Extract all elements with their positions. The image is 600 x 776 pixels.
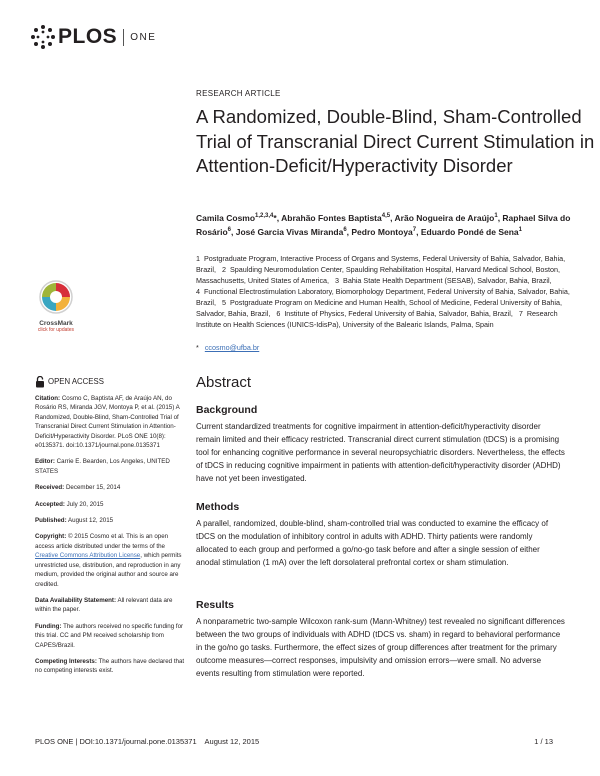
corresponding-mark: * [273, 212, 277, 223]
affiliation-number: 1 [196, 254, 200, 263]
results-heading: Results [196, 599, 234, 611]
open-access-label: OPEN ACCESS [48, 377, 104, 387]
author-separator: , [416, 226, 421, 237]
data-availability [35, 596, 185, 615]
author-name: Camila Cosmo [196, 212, 256, 223]
received [35, 483, 185, 492]
article-info-sidebar [35, 376, 185, 683]
affiliation-number: 7 [518, 309, 523, 318]
affiliation-number: 3 [335, 276, 340, 285]
corresponding-star: * [196, 343, 199, 352]
received-label: Received: [35, 484, 65, 492]
author-affiliation-sup: 1,2,3,4 [255, 213, 274, 219]
plos-logo [30, 24, 170, 50]
affiliation-text: Bahia State Health Department (SESAB), Salvador, Bahia, Brazil, [343, 276, 552, 285]
background-heading: Background [196, 404, 258, 416]
published-label: Published: [35, 517, 67, 525]
crossmark-badge[interactable] [30, 280, 82, 333]
page-number: 1 / 13 [534, 737, 553, 746]
affiliation-text: Functional Electrostimulation Laboratory, Biomorphology Department, Federal University of Bahia, Salvador, Bahia, Brazil, [196, 287, 570, 307]
affiliation-text: Institute of Physics, Federal University of Bahia, Salvador, Bahia, Brazil, [284, 309, 513, 318]
data-availability-label: Data Availability Statement: [35, 596, 117, 604]
funding-text: The authors received no specific funding for this trial. CC and PM received scholarship from CAPES/Brazil. [35, 622, 184, 649]
competing-interests [35, 657, 185, 676]
accepted-label: Accepted: [35, 500, 65, 508]
funding [35, 622, 185, 650]
copyright [35, 532, 185, 588]
author-name: Abrahão Fontes Baptista [281, 212, 382, 223]
funding-label: Funding: [35, 622, 62, 630]
corresponding-email [196, 343, 259, 352]
published-date: August 12, 2015 [68, 517, 114, 525]
open-lock-icon [35, 376, 45, 388]
methods-text: A parallel, randomized, double-blind, sham-controlled trial was conducted to examine the efficacy of tDCS on the modulation of inhibitory control in adults with ADHD. Thirty patients were randomly allocated to each group and performed a go/no-go task before and after a single session of either anodal stimulation (1 mA) over the left dorsolateral prefrontal cortex or sham stimulation. [196, 519, 549, 567]
accepted-date: July 20, 2015 [66, 500, 104, 508]
footer-citation: PLOS ONE | DOI:10.1371/journal.pone.0135371 August 12, 2015 [35, 737, 260, 746]
author-separator: , [276, 212, 282, 223]
author-name: Eduardo Pondé de Sena [420, 226, 519, 237]
logo-journal: ONE [130, 31, 157, 43]
author-affiliation-sup: 6 [227, 226, 231, 233]
affiliation-text: Research Institute on Health Sciences (IUNICS-IdisPa), University of the Balearic Islands, Palma, Spain [196, 309, 558, 329]
affiliation-number: 4 [196, 287, 200, 296]
logo-divider [123, 29, 124, 46]
data-availability-text: All relevant data are within the paper. [35, 596, 173, 614]
editor-text: Carrie E. Bearden, Los Angeles, UNITED STATES [35, 458, 170, 475]
author-separator: , [231, 226, 236, 237]
copyright-post: , which permits unrestricted use, distribution, and reproduction in any medium, provided the original author and source are credited. [35, 552, 182, 588]
affiliation-text: Postgraduate Program, Interactive Process of Organs and Systems, Federal University of Bahia, Salvador, Bahia, Brazil, [196, 254, 566, 274]
citation-text: Cosmo C, Baptista AF, de Araújo AN, do Rosário RS, Miranda JGV, Montoya P, et al. (2015) A Randomized, Double-Blind, Sham-Controlled Trial of Transcranial Direct Current Stimulation in Attention-Deficit/Hyperactivity Disorder. PLoS ONE 10(8): e0135371. doi:10.1371/journal.pone.0135371 [35, 395, 180, 450]
affiliation-text: Postgraduate Program on Medicine and Human Health, School of Medicine, Federal University of Bahia, Salvador, Bahia, Brazil, [196, 298, 562, 318]
competing-label: Competing Interests: [35, 657, 97, 665]
author-affiliation-sup: 1 [518, 226, 522, 233]
editor-label: Editor: [35, 458, 55, 466]
citation-label: Citation: [35, 395, 61, 402]
author-separator: , [346, 226, 352, 237]
background-text: Current standardized treatments for cognitive impairment in attention-deficit/hyperactivity disorder remain limited and their efficacy restricted. Transcranial direct current stimulation (tDCS) is a promising tool for enhancing cognitive performance in several neuropsychiatric disorders. Nevertheless, the effects of tDCS in reducing cognitive impairment in patients with attention-deficit/hyperactivity disorder (ADHD) have not yet been investigated. [196, 422, 565, 483]
license-link[interactable]: Creative Commons Attribution License [35, 552, 141, 560]
accepted [35, 500, 185, 509]
author-name: Arão Nogueira de Araújo [394, 212, 495, 223]
author-separator: , [390, 212, 395, 223]
affiliations [196, 253, 571, 330]
crossmark-icon [39, 280, 73, 314]
article-title: A Randomized, Double-Blind, Sham-Controlled Trial of Transcranial Direct Current Stimulation in Attention-Deficit/Hyperactivity Disorder [196, 106, 595, 176]
received-date: December 15, 2014 [65, 484, 121, 492]
copyright-pre: © 2015 Cosmo et al. This is an open access article distributed under the terms of the [35, 533, 169, 550]
published [35, 516, 185, 525]
abstract-heading: Abstract [196, 374, 252, 391]
affiliation-number: 5 [221, 298, 226, 307]
crossmark-label: CrossMark [39, 320, 73, 327]
crossmark-sub: click for updates [37, 327, 75, 333]
logo-brand: PLOS [58, 25, 118, 48]
article-type: RESEARCH ARTICLE [196, 89, 281, 98]
open-access-badge [35, 376, 185, 388]
author-name: Pedro Montoya [351, 226, 413, 237]
author-name: José Garcia Vivas Miranda [235, 226, 344, 237]
copyright-label: Copyright: [35, 533, 67, 541]
affiliation-number: 6 [276, 309, 281, 318]
methods-heading: Methods [196, 501, 240, 513]
results-text: A nonparametric two-sample Wilcoxon rank-sum (Mann-Whitney) test revealed no significant differences between the two groups of individuals with ADHD (tDCS vs. sham) in regard to behavioral performance in the go/no go tasks. Furthermore, the effect sizes of group differences after treatment for the primary outcome measures—correct responses, impulsivity and omission errors—were small. No adverse events resulting from stimulation were reported. [196, 617, 565, 678]
author-affiliation-sup: 6 [343, 226, 347, 233]
citation [35, 394, 185, 450]
author-affiliation-sup: 4,5 [381, 213, 391, 219]
editor [35, 457, 185, 476]
affiliation-number: 2 [221, 265, 226, 274]
author-name: Raphael Silva do Rosário [196, 212, 571, 237]
plos-dots-icon [30, 24, 56, 50]
email-link[interactable]: ccosmo@ufba.br [204, 343, 260, 352]
author-affiliation-sup: 7 [412, 226, 417, 233]
author-list [196, 210, 576, 238]
competing-text: The authors have declared that no competing interests exist. [35, 657, 185, 675]
affiliation-text: Spaulding Neuromodulation Center, Spaulding Rehabilitation Hospital, Harvard Medical School, Boston, Massachusetts, United States of America, [196, 265, 561, 285]
author-separator: , [497, 212, 503, 223]
author-affiliation-sup: 1 [494, 213, 498, 219]
